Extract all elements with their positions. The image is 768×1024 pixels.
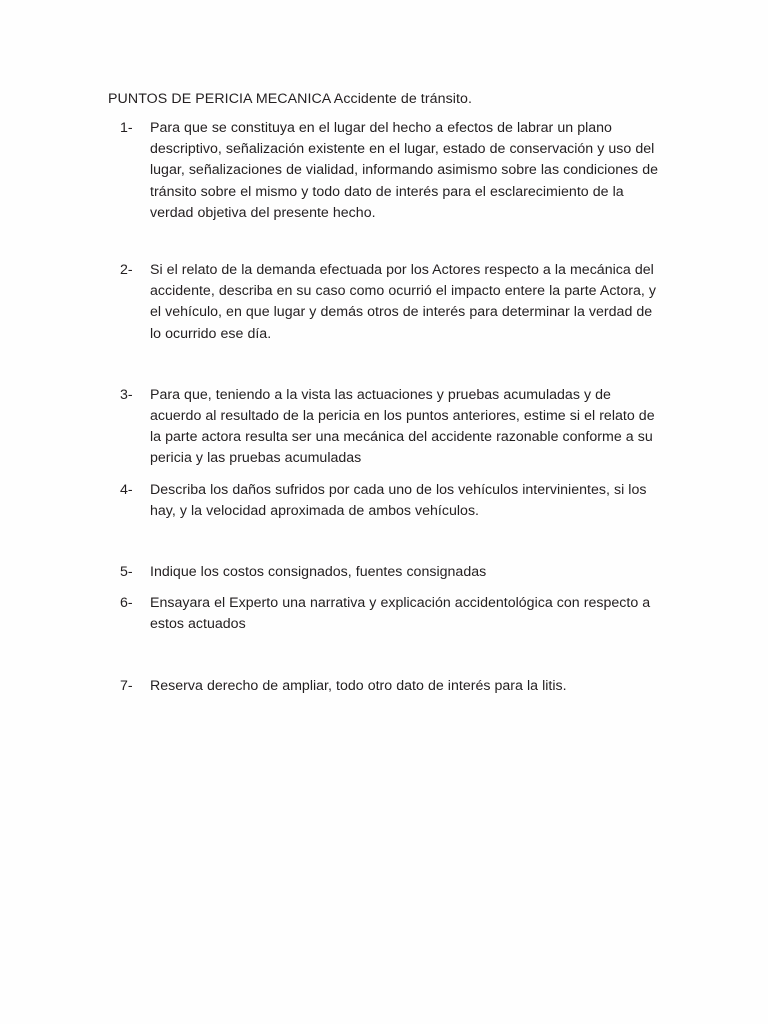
list-item [108, 260, 664, 345]
list-item-text: Indique los costos consignados, fuentes consignadas [150, 564, 487, 581]
list-item-text: Para que, teniendo a la vista las actuaciones y pruebas acumuladas y de acuerdo al resultado de la pericia en los puntos anteriores, estime si el relato de la parte actora resulta ser una mecánica del accidente razonable conforme a su pericia y las pruebas acumuladas [150, 386, 655, 467]
list-item [108, 562, 664, 583]
list-item-text: Reserva derecho de ampliar, todo otro dato de interés para la litis. [150, 677, 567, 694]
pericia-points-list [108, 118, 664, 697]
list-item [108, 385, 664, 470]
list-item-marker: 6- [120, 595, 133, 612]
list-item-marker: 4- [120, 481, 133, 498]
list-item-text: Describa los daños sufridos por cada uno de los vehículos intervinientes, si los hay, y la velocidad aproximada de ambos vehículos. [150, 481, 647, 519]
list-item-text: Si el relato de la demanda efectuada por los Actores respecto a la mecánica del accidente, describa en su caso como ocurrió el impacto entere la parte Actora, y el vehículo, en que lugar y demás otros de interés para determinar la verdad de lo ocurrido ese día. [150, 262, 657, 342]
list-item-marker: 1- [120, 120, 133, 136]
list-item-marker: 7- [120, 677, 133, 694]
list-item-marker: 2- [120, 262, 133, 279]
list-item [108, 118, 664, 224]
list-item [108, 676, 664, 697]
page-title: PUNTOS DE PERICIA MECANICA Accidente de tránsito. [108, 91, 472, 107]
list-item-marker: 5- [120, 564, 133, 581]
list-item [108, 593, 664, 635]
list-item-marker: 3- [120, 386, 133, 403]
list-item-text: Para que se constituya en el lugar del hecho a efectos de labrar un plano descriptivo, señalización existente en el lugar, estado de conservación y uso del lugar, señalizaciones de vialidad, informando asimismo sobre las condiciones de tránsito sobre el mismo y todo dato de interés para el esclarecimiento de la verdad objetiva del presente hecho. [150, 120, 658, 221]
list-item [108, 480, 664, 522]
list-item-text: Ensayara el Experto una narrativa y explicación accidentológica con respecto a estos actuados [150, 595, 651, 633]
